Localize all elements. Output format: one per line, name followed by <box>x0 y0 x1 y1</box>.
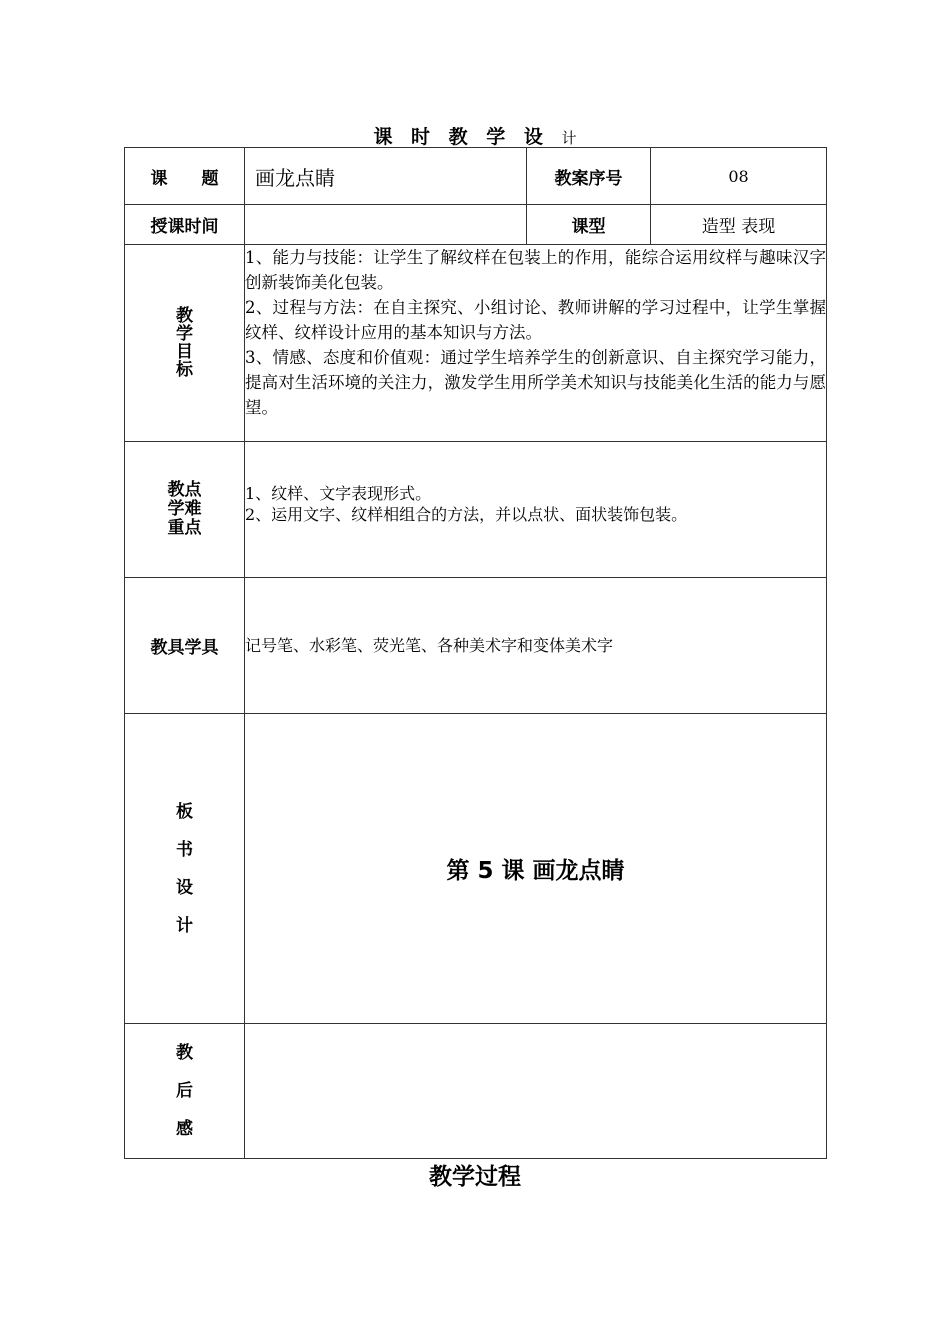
board-design-label-char-4: 计 <box>176 915 193 936</box>
page-title-main: 课 时 教 学 设 <box>373 126 549 148</box>
reflection-label-char-3: 感 <box>176 1119 193 1139</box>
row-topic <box>125 148 827 205</box>
objectives-content[interactable] <box>245 245 827 442</box>
tools-label: 教具学具 <box>125 578 245 714</box>
row-objectives <box>125 245 827 442</box>
board-design-label-char-3: 设 <box>176 877 193 898</box>
page-title-tail: 计 <box>561 129 577 147</box>
key-point-item-1: 1、纹样、文字表现形式。 <box>245 483 432 503</box>
reflection-content[interactable] <box>245 1024 827 1159</box>
objectives-label-text: 教学目标 <box>176 305 193 380</box>
time-label: 授课时间 <box>125 205 245 245</box>
key-points-label <box>125 442 245 578</box>
board-design-label-char-2: 书 <box>176 839 193 860</box>
topic-label: 课 题 <box>125 148 245 205</box>
objective-item-3: 3、情感、态度和价值观：通过学生培养学生的创新意识、自主探究学习能力，提高对生活环境的关注力，激发学生用所学美术知识与技能美化生活的能力与愿望。 <box>245 348 826 417</box>
row-time <box>125 205 827 245</box>
page-title <box>0 122 950 149</box>
plan-no-value[interactable]: 08 <box>651 148 827 205</box>
type-label: 课型 <box>527 205 651 245</box>
process-section-title: 教学过程 <box>429 1163 521 1190</box>
key-points-label-line-2: 学难 <box>167 499 202 519</box>
reflection-label-char-2: 后 <box>176 1081 193 1101</box>
key-points-content[interactable] <box>245 442 827 578</box>
tools-value[interactable]: 记号笔、水彩笔、荧光笔、各种美术字和变体美术字 <box>245 578 827 714</box>
lesson-plan-table <box>124 147 827 1159</box>
type-value[interactable]: 造型 表现 <box>651 205 827 245</box>
board-design-label <box>125 714 245 1024</box>
time-value[interactable] <box>245 205 527 245</box>
key-points-label-line-1: 教点 <box>167 480 202 500</box>
objective-item-2: 2、过程与方法：在自主探究、小组讨论、教师讲解的学习过程中，让学生掌握纹样、纹样设计应用的基本知识与方法。 <box>245 298 826 342</box>
topic-value[interactable]: 画龙点睛 <box>245 148 527 205</box>
objective-item-1: 1、能力与技能：让学生了解纹样在包装上的作用，能综合运用纹样与趣味汉字创新装饰美化包装。 <box>245 248 826 292</box>
plan-no-label: 教案序号 <box>527 148 651 205</box>
objectives-label <box>125 245 245 442</box>
row-board-design <box>125 714 827 1024</box>
reflection-label <box>125 1024 245 1159</box>
board-design-label-char-1: 板 <box>176 801 193 822</box>
reflection-label-char-1: 教 <box>176 1043 193 1063</box>
key-points-label-line-3: 重点 <box>167 518 202 538</box>
board-design-content[interactable]: 第 5 课 画龙点睛 <box>245 714 827 1024</box>
row-tools <box>125 578 827 714</box>
key-point-item-2: 2、运用文字、纹样相组合的方法，并以点状、面状装饰包装。 <box>245 504 688 524</box>
row-reflection <box>125 1024 827 1159</box>
row-key-points <box>125 442 827 578</box>
